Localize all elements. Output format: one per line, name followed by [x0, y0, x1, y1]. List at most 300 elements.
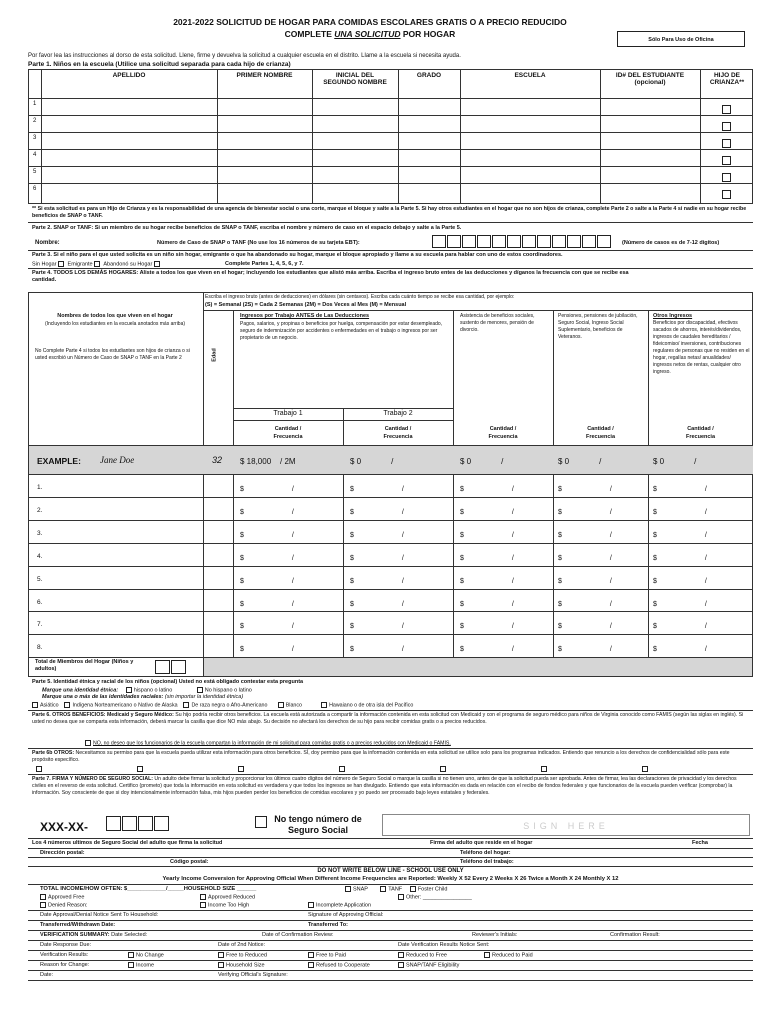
- income-entry[interactable]: [653, 486, 707, 493]
- part7-block: [32, 776, 752, 797]
- dollar-sign: $: [653, 646, 657, 653]
- income-entry[interactable]: [350, 532, 404, 539]
- dollar-sign: $: [460, 646, 464, 653]
- total-income-label: TOTAL INCOME/HOW OFTEN: $: [40, 886, 128, 892]
- dollar-sign: $: [240, 532, 244, 539]
- part6b-title: Parte 6b OTROS:: [32, 750, 75, 756]
- freq-slash: /: [511, 601, 514, 608]
- reduced-paid-row: [484, 952, 533, 958]
- total-box[interactable]: [155, 660, 170, 674]
- free-reduced-row: [218, 952, 267, 958]
- income-entry[interactable]: [240, 509, 294, 516]
- part1-title: Parte 1. Niños en la escuela (Utilice una solicitud separada para cada hijo de crianza): [28, 61, 291, 68]
- part7-title: Parte 7. FIRMA Y NÚMERO DE SEGURO SOCIAL:: [32, 776, 153, 782]
- dollar-sign: $: [350, 623, 354, 630]
- response-due-label: Date Response Due:: [40, 942, 92, 948]
- freq-slash: /: [291, 532, 294, 539]
- income-entry[interactable]: [460, 601, 514, 608]
- freq-slash: /: [511, 509, 514, 516]
- household-size-label: HOUSEHOLD SIZE: [183, 886, 236, 892]
- snap-label: SNAP: [353, 886, 368, 893]
- income-entry[interactable]: [240, 646, 294, 653]
- income-entry[interactable]: [240, 555, 294, 562]
- col-escuela: ESCUELA: [514, 72, 546, 79]
- part4-instr1: Escriba el ingreso bruto (antes de deducciones) en dólares (sin centavos). Escriba cada cuánto tiempo se recibe esa cantidad, por ejemplo:: [205, 294, 515, 300]
- dollar-sign: $: [558, 532, 562, 539]
- freq-label: Frecuencia: [383, 434, 413, 440]
- income-entry[interactable]: [240, 578, 294, 585]
- home-phone-label: Teléfono del hogar:: [460, 850, 511, 856]
- signature-field[interactable]: SIGN HERE: [382, 814, 750, 836]
- signature-caption: Firma del adulto que reside en el hogar: [430, 840, 533, 846]
- member-row-divider: [28, 520, 753, 521]
- verif-notice-label: Date Verification Results Notice Sent:: [398, 942, 490, 948]
- official-signature-label: Signature of Approving Official:: [308, 912, 384, 918]
- dollar-sign: $: [558, 555, 562, 562]
- form-subtitle: [120, 29, 620, 39]
- dollar-sign: $: [240, 623, 244, 630]
- example-assist: [460, 457, 503, 466]
- no-change-label: No Change: [136, 952, 164, 959]
- black-checkbox[interactable]: [183, 702, 189, 708]
- snap-elig-checkbox[interactable]: [398, 962, 404, 968]
- race-note: (sin importar la identidad étnica): [164, 694, 244, 700]
- work-income-title: Ingresos por Trabajo ANTES de Las Deducciones: [240, 313, 370, 319]
- income-entry[interactable]: [240, 532, 294, 539]
- tanf-checkbox[interactable]: [380, 886, 386, 892]
- dollar-sign: $: [350, 486, 354, 493]
- dollar-sign: $: [240, 509, 244, 516]
- dollar-sign: $: [653, 532, 657, 539]
- dollar-sign: $: [350, 555, 354, 562]
- approved-free-checkbox[interactable]: [40, 894, 46, 900]
- income-entry[interactable]: [653, 509, 707, 516]
- total-box[interactable]: [171, 660, 186, 674]
- income-entry[interactable]: [653, 623, 707, 630]
- foster-checkbox[interactable]: [722, 156, 731, 165]
- homeless-checkbox[interactable]: [58, 261, 64, 267]
- white-label: Blanco: [285, 702, 302, 709]
- reduced-free-checkbox[interactable]: [398, 952, 404, 958]
- subtitle-part-c: POR HOGAR: [400, 29, 456, 39]
- total-income-row: TOTAL INCOME/HOW OFTEN: $____________/_____HOUSEHOLD SIZE ______: [40, 886, 257, 892]
- freq-slash: /: [511, 555, 514, 562]
- row-number: 6: [33, 186, 37, 192]
- no-ssn-label: No tengo número de Seguro Social: [274, 814, 362, 835]
- dollar-sign: $: [350, 646, 354, 653]
- incomplete-row: [308, 902, 371, 908]
- reason-label: Reason for Change:: [40, 962, 90, 968]
- freq-slash: /: [609, 486, 612, 493]
- col-primer-nombre: PRIMER NOMBRE: [236, 72, 293, 79]
- snap-checkbox[interactable]: [345, 886, 351, 892]
- dollar-sign: $: [653, 555, 657, 562]
- income-entry[interactable]: [653, 555, 707, 562]
- income-entry[interactable]: [558, 532, 612, 539]
- freq-slash: /: [291, 578, 294, 585]
- part4-title: Parte 4. TODOS LOS DEMÁS HOGARES: Aliste a todos los que viven en el hogar; incluyendo los estudiantes que alistó más arriba. Escriba el ingreso bruto entes de las deducciones y díganos la frecuencia con que se recibe esa cantidad.: [32, 270, 629, 283]
- program-row: [345, 886, 447, 892]
- tanf-label: TANF: [388, 886, 403, 893]
- reduced-free-row: [398, 952, 447, 958]
- hispanic-checkbox[interactable]: [126, 687, 132, 693]
- hh-size-checkbox[interactable]: [218, 962, 224, 968]
- program-checkbox[interactable]: [339, 766, 345, 772]
- program-checkbox[interactable]: [642, 766, 648, 772]
- dollar-sign: $: [653, 486, 657, 493]
- qty-label: Cantidad /: [687, 426, 714, 432]
- freq-slash: /: [609, 555, 612, 562]
- medicaid-no-label: NO, no deseo que los funcionarios de la escuela compartan la información de mi solicitud para comidas gratis o a precios reducidos con Medicaid o FAMIS.: [93, 740, 451, 747]
- part3-title: Parte 3. Si el niño para el que usted solicita es un niño sin hogar, emigrante o que ha abandonado su hogar, marque el bloque apropiado y llame a su escuela para hablar con uno de estos coordinadores.: [32, 252, 563, 258]
- free-paid-label: Free to Paid: [316, 952, 346, 959]
- example-slash: /: [694, 457, 697, 466]
- part5-title: Parte 5. Identidad étnica y racial de los niños (opcional) Usted no está obligado contestar esta pregunta: [32, 679, 304, 685]
- freq-slash: /: [291, 555, 294, 562]
- qty-label: Cantidad /: [274, 426, 302, 432]
- income-entry[interactable]: [350, 486, 404, 493]
- dollar-sign: $: [653, 509, 657, 516]
- dollar-sign: $: [460, 509, 464, 516]
- denied-row: [40, 902, 87, 908]
- medicaid-no-checkbox[interactable]: [85, 740, 91, 746]
- qty-label: Cantidad /: [489, 426, 517, 432]
- approved-reduced-label: Approved Reduced: [208, 894, 256, 901]
- freq-label: Frecuencia: [585, 434, 616, 440]
- program-checkbox[interactable]: [541, 766, 547, 772]
- freq-slash: /: [401, 486, 404, 493]
- income-entry[interactable]: [460, 509, 514, 516]
- no-change-checkbox[interactable]: [128, 952, 134, 958]
- qty-label: Cantidad /: [587, 426, 614, 432]
- ssn-caption: Los 4 números ultimos de Seguro Social del adulto que firma la solicitud: [32, 840, 223, 846]
- dollar-sign: $: [240, 555, 244, 562]
- pension-text: Pensiones, pensiones de jubilación, Seguro Social, Ingreso Social Suplementario, beneficios de Veteranos.: [558, 313, 638, 340]
- dollar-sign: $: [240, 578, 244, 585]
- foster-note: ** Si esta solicitud es para un Hijo de Crianza y es la responsabilidad de una agencia de bienestar social o una corte, marque el bloque y salte a la Parte 5. Si hay otros estudiantes en el hogar que no son hijos de crianza, complete Parte 2 o salte a la Parte 4 si nadie en su hogar recibe beneficios de SNAP o TANF.: [32, 206, 747, 219]
- hh-size-row: [218, 962, 265, 968]
- dollar-sign: $: [558, 623, 562, 630]
- freq-slash: /: [704, 646, 707, 653]
- program-checkbox[interactable]: [36, 766, 42, 772]
- race-row: [42, 694, 243, 700]
- row-number: 2: [33, 118, 37, 124]
- member-row-divider: [28, 634, 753, 635]
- hispanic-label: hispano o latino: [133, 687, 173, 694]
- part7-text: Un adulto debe firmar la solicitud y proporcionar los últimos cuatro dígitos del número de Seguro Social o marque la casilla si no tienen uno, antes de que la solicitud pueda ser aprobada. Antes de firmar, lea las declaraciones de privacidad y los derechos civiles en el reverso de esta solicitud. Certifico (prometo) que toda la información en esta solicitud es verdadera y que todos los ingresos se han divulgado. Entiendo que esta información es dada en relación con el recibo de fondos federales y que funcionarios de la escuela pueden verificar (comprobar) la información. Soy consciente de que si doy intencionalmente información falsa, mis hijos pueden perder los beneficios de comidas escolares y yo puedo ser procesado bajo leyes estatales y federales.: [32, 776, 737, 796]
- job1-header: Trabajo 1: [273, 410, 303, 417]
- dollar-sign: $: [460, 578, 464, 585]
- income-entry[interactable]: [350, 578, 404, 585]
- hh-size-label: Household Size: [226, 962, 265, 969]
- part6b-block: [32, 750, 752, 764]
- no-ssn-checkbox[interactable]: [255, 816, 267, 828]
- incomplete-label: Incomplete Application: [316, 902, 372, 909]
- freq-slash: /: [401, 646, 404, 653]
- freq-slash: /: [704, 601, 707, 608]
- freq-slash: /: [609, 623, 612, 630]
- verification-row: [40, 932, 147, 938]
- income-entry[interactable]: [558, 486, 612, 493]
- black-label: De raza negra o Afro-Americano: [191, 702, 268, 709]
- example-label: EXAMPLE:: [37, 456, 81, 466]
- ethnicity-label: Marque una identidad étnica:: [42, 687, 119, 694]
- free-reduced-checkbox[interactable]: [218, 952, 224, 958]
- income-entry[interactable]: [653, 532, 707, 539]
- pacific-checkbox[interactable]: [321, 702, 327, 708]
- dollar-sign: $: [460, 532, 464, 539]
- freq-label: Frecuencia: [685, 434, 716, 440]
- example-name: Jane Doe: [100, 455, 135, 465]
- freq-slash: /: [401, 601, 404, 608]
- member-row-number: 1.: [37, 484, 43, 491]
- date-selected-label: Date Selected:: [111, 932, 148, 938]
- income-entry[interactable]: [653, 578, 707, 585]
- other-row: Other: ________________: [398, 894, 472, 900]
- freq-label: Frecuencia: [273, 434, 303, 440]
- dollar-sign: $: [558, 601, 562, 608]
- dollar-sign: $: [558, 509, 562, 516]
- job2-header: Trabajo 2: [383, 410, 413, 417]
- col-inicial: INICIAL DEL SEGUNDO NOMBRE: [323, 72, 387, 86]
- transferred-to-label: Transferred To:: [308, 922, 348, 928]
- dollar-sign: $: [240, 646, 244, 653]
- ssn-boxes[interactable]: [106, 816, 169, 831]
- other-income-text: Beneficios por discapacidad, efectivos sacados de ahorros, interés/dividendos, ingresos de caudales hereditarios / fideicomiso/ inversiones, contribuciones regulares de personas que no residen en el hogar, regalías netas/ anualidades/ ingresos netos de rentas, cualquier otro ingreso.: [653, 320, 750, 375]
- income-row: [128, 962, 154, 968]
- dollar-sign: $: [653, 623, 657, 630]
- member-row-divider: [28, 566, 753, 567]
- example-job2-amount: $ 0: [350, 457, 362, 466]
- member-row-divider: [28, 611, 753, 612]
- freq-slash: /: [511, 646, 514, 653]
- freq-slash: /: [609, 509, 612, 516]
- row-number: 3: [33, 135, 37, 141]
- part3-complete: Complete Partes 1, 4, 5, 6, y 7.: [225, 261, 304, 267]
- asian-label: Asiático: [40, 702, 59, 709]
- qty-label: Cantidad /: [384, 426, 412, 432]
- qty-freq-header: [453, 425, 553, 441]
- asian-checkbox[interactable]: [32, 702, 38, 708]
- row-number: 5: [33, 169, 37, 175]
- example-slash: /: [599, 457, 602, 466]
- free-reduced-label: Free to Reduced: [226, 952, 267, 959]
- member-row-number: 6.: [37, 599, 43, 606]
- homeless-label: Sin Hogar: [32, 261, 57, 268]
- income-entry[interactable]: [558, 623, 612, 630]
- part6-title: Parte 6. OTROS BENEFICIOS: Medicaid y Seguro Médico:: [32, 712, 174, 718]
- program-checkbox[interactable]: [440, 766, 446, 772]
- income-entry[interactable]: [653, 601, 707, 608]
- income-entry[interactable]: [558, 646, 612, 653]
- example-other: [653, 457, 696, 466]
- income-entry[interactable]: [240, 623, 294, 630]
- dollar-sign: $: [653, 601, 657, 608]
- example-other-amount: $ 0: [653, 457, 665, 466]
- program-checkbox[interactable]: [238, 766, 244, 772]
- income-entry[interactable]: [350, 509, 404, 516]
- part4-instr2: (S) = Semanal (2S) = Cada 2 Semanas (2M) = Dos Veces al Mes (M) = Mensual: [205, 302, 407, 308]
- native-checkbox[interactable]: [64, 702, 70, 708]
- col-student-id: ID# DEL ESTUDIANTE (opcional): [615, 72, 685, 86]
- reduced-paid-checkbox[interactable]: [484, 952, 490, 958]
- income-entry[interactable]: [350, 555, 404, 562]
- income-entry[interactable]: [460, 578, 514, 585]
- free-paid-row: [308, 952, 346, 958]
- col-hijo-crianza: HIJO DE CRIANZA**: [709, 72, 745, 86]
- example-job1-amount: $ 18,000: [240, 457, 272, 466]
- age-header: Edad: [211, 348, 218, 362]
- freq-label: Frecuencia: [488, 434, 518, 440]
- freq-slash: /: [704, 532, 707, 539]
- income-entry[interactable]: [350, 601, 404, 608]
- income-entry[interactable]: [460, 646, 514, 653]
- freq-slash: /: [401, 532, 404, 539]
- notice-label: Date Approval/Denial Notice Sent To Household:: [40, 912, 159, 918]
- freq-slash: /: [291, 646, 294, 653]
- foster-child-checkbox[interactable]: [410, 886, 416, 892]
- part6-text: Su hijo podría recibir otros beneficios. La escuela está autorizada a compartir la información contenida en esta solicitud con Medicaid y con el programa de seguro médico para niños de Virginia conocido como FAMIS (según las siglas en inglés). Si usted no desea que se comparta esta información, deberá marcar la casilla que dice NO más abajo. Su decisión no afectará los derechos de su hijo para recibir comidas gratis o a precios reducidos.: [32, 712, 744, 725]
- income-entry[interactable]: [653, 646, 707, 653]
- income-entry[interactable]: [460, 486, 514, 493]
- other-checkbox[interactable]: [398, 894, 404, 900]
- freq-slash: /: [511, 623, 514, 630]
- row-number: 4: [33, 152, 37, 158]
- income-checkbox[interactable]: [128, 962, 134, 968]
- income-entry[interactable]: [558, 509, 612, 516]
- freq-slash: /: [704, 578, 707, 585]
- approved-free-label: Approved Free: [48, 894, 85, 901]
- race-label: Marque una o más de las identidades raciales:: [42, 694, 164, 700]
- row-number: 1: [33, 101, 37, 107]
- white-checkbox[interactable]: [278, 702, 284, 708]
- second-notice-label: Date of 2nd Notice:: [218, 942, 266, 948]
- income-entry[interactable]: [558, 601, 612, 608]
- income-high-label: Income Too High: [208, 902, 250, 909]
- freq-slash: /: [291, 486, 294, 493]
- part6b-text: Necesitamos su permiso para que la escuela pueda utilizar esta información para otros beneficios. SÍ, doy permiso para que la información contenida en esta solicitud se utilice solo para los programas indicados. Entiendo que renuncio a los derechos de confidencialidad sólo para este propósito específico.: [32, 750, 730, 763]
- income-high-checkbox[interactable]: [200, 902, 206, 908]
- refused-label: Refused to Cooperate: [316, 962, 370, 969]
- office-title: DO NOT WRITE BELOW LINE - SCHOOL USE ONLY: [317, 868, 464, 874]
- reviewer-initials-label: Reviewer's Initials:: [472, 932, 518, 938]
- foster-checkbox[interactable]: [722, 139, 731, 148]
- example-pension-amount: $ 0: [558, 457, 570, 466]
- income-entry[interactable]: [240, 601, 294, 608]
- work-income-text: Pagos, salarios, y propinas o beneficios por huelga, compensación por estar desempleado, seguro de indemnización por accidentes o enfermedades en el trabajo o ingresos por ser propietario de un negocio.: [240, 321, 443, 341]
- reduced-free-label: Reduced to Free: [406, 952, 447, 959]
- dollar-sign: $: [240, 601, 244, 608]
- income-entry[interactable]: [460, 555, 514, 562]
- office-use-box: Sólo Para Uso de Oficina: [617, 31, 745, 47]
- freq-slash: /: [704, 486, 707, 493]
- income-entry[interactable]: [460, 623, 514, 630]
- subtitle-part-a: COMPLETE: [284, 29, 335, 39]
- freq-slash: /: [401, 509, 404, 516]
- member-row-number: 5.: [37, 576, 43, 583]
- final-date-label: Date:: [40, 972, 54, 978]
- refused-checkbox[interactable]: [308, 962, 314, 968]
- foster-child-label: Foster Child: [417, 886, 448, 893]
- address-label: Dirección postal:: [40, 850, 85, 856]
- subtitle-part-b: UNA SOLICITUD: [334, 29, 401, 39]
- foster-checkbox[interactable]: [722, 105, 731, 114]
- freq-slash: /: [401, 578, 404, 585]
- dollar-sign: $: [350, 578, 354, 585]
- dollar-sign: $: [653, 578, 657, 585]
- case-note: (Número de casos es de 7-12 digitos): [622, 240, 720, 246]
- freq-slash: /: [291, 509, 294, 516]
- reduced-paid-label: Reduced to Paid: [492, 952, 533, 959]
- income-entry[interactable]: [460, 532, 514, 539]
- foster-checkbox[interactable]: [722, 173, 731, 182]
- qty-freq-header: [233, 425, 343, 441]
- income-entry[interactable]: [350, 646, 404, 653]
- migrant-checkbox[interactable]: [94, 261, 100, 267]
- program-checkbox[interactable]: [137, 766, 143, 772]
- income-entry[interactable]: [558, 578, 612, 585]
- dollar-sign: $: [558, 486, 562, 493]
- dollar-sign: $: [460, 555, 464, 562]
- non-hispanic-checkbox[interactable]: [197, 687, 203, 693]
- part3-options: [32, 261, 162, 267]
- member-row-divider: [28, 543, 753, 544]
- example-assist-amount: $ 0: [460, 457, 472, 466]
- runaway-label: Abandonó su Hogar: [103, 261, 153, 268]
- race-options: [32, 702, 413, 708]
- income-label: Income: [136, 962, 155, 969]
- example-job2: [350, 457, 393, 466]
- dollar-sign: $: [350, 509, 354, 516]
- foster-checkbox[interactable]: [722, 190, 731, 199]
- work-phone-label: Teléfono del trabajo:: [460, 859, 514, 865]
- confirmation-result-label: Confirmation Result:: [610, 932, 660, 938]
- freq-slash: /: [511, 578, 514, 585]
- example-pension: [558, 457, 601, 466]
- income-entry[interactable]: [350, 623, 404, 630]
- case-number-boxes[interactable]: [432, 235, 620, 248]
- members-sub: (Incluyendo los estudiantes en la escuela anotados más arriba): [44, 321, 186, 327]
- col-apellido: APELLIDO: [112, 72, 146, 79]
- part2-title: Parte 2. SNAP or TANF: Si un miembro de su hogar recibe beneficios de SNAP o TANF, escriba el nombre y número de caso en el espacio debajo y salte a la Parte 5.: [32, 225, 462, 231]
- approved-reduced-row: [200, 894, 255, 900]
- income-entry[interactable]: [240, 486, 294, 493]
- freq-slash: /: [609, 646, 612, 653]
- total-members-label: Total de Miembros del Hogar (Niños y adultos): [35, 659, 134, 672]
- example-slash: /: [391, 457, 394, 466]
- denied-checkbox[interactable]: [40, 902, 46, 908]
- part6b-checkboxes: [36, 766, 736, 772]
- no-change-row: [128, 952, 164, 958]
- member-row-number: 3.: [37, 530, 43, 537]
- form-title: 2021-2022 SOLICITUD DE HOGAR PARA COMIDAS ESCOLARES GRATIS O A PRECIO REDUCIDO: [173, 17, 567, 27]
- freq-slash: /: [609, 578, 612, 585]
- example-slash: /: [501, 457, 504, 466]
- verification-title: VERIFICATION SUMMARY:: [40, 932, 110, 938]
- incomplete-checkbox[interactable]: [308, 902, 314, 908]
- foster-checkbox[interactable]: [722, 122, 731, 131]
- member-row-divider: [28, 497, 753, 498]
- runaway-checkbox[interactable]: [154, 261, 160, 267]
- dollar-sign: $: [350, 532, 354, 539]
- free-paid-checkbox[interactable]: [308, 952, 314, 958]
- approved-reduced-checkbox[interactable]: [200, 894, 206, 900]
- income-entry[interactable]: [558, 555, 612, 562]
- member-row-number: 8.: [37, 644, 43, 651]
- member-row-number: 2.: [37, 507, 43, 514]
- dollar-sign: $: [460, 601, 464, 608]
- medicaid-no-row: [85, 740, 451, 746]
